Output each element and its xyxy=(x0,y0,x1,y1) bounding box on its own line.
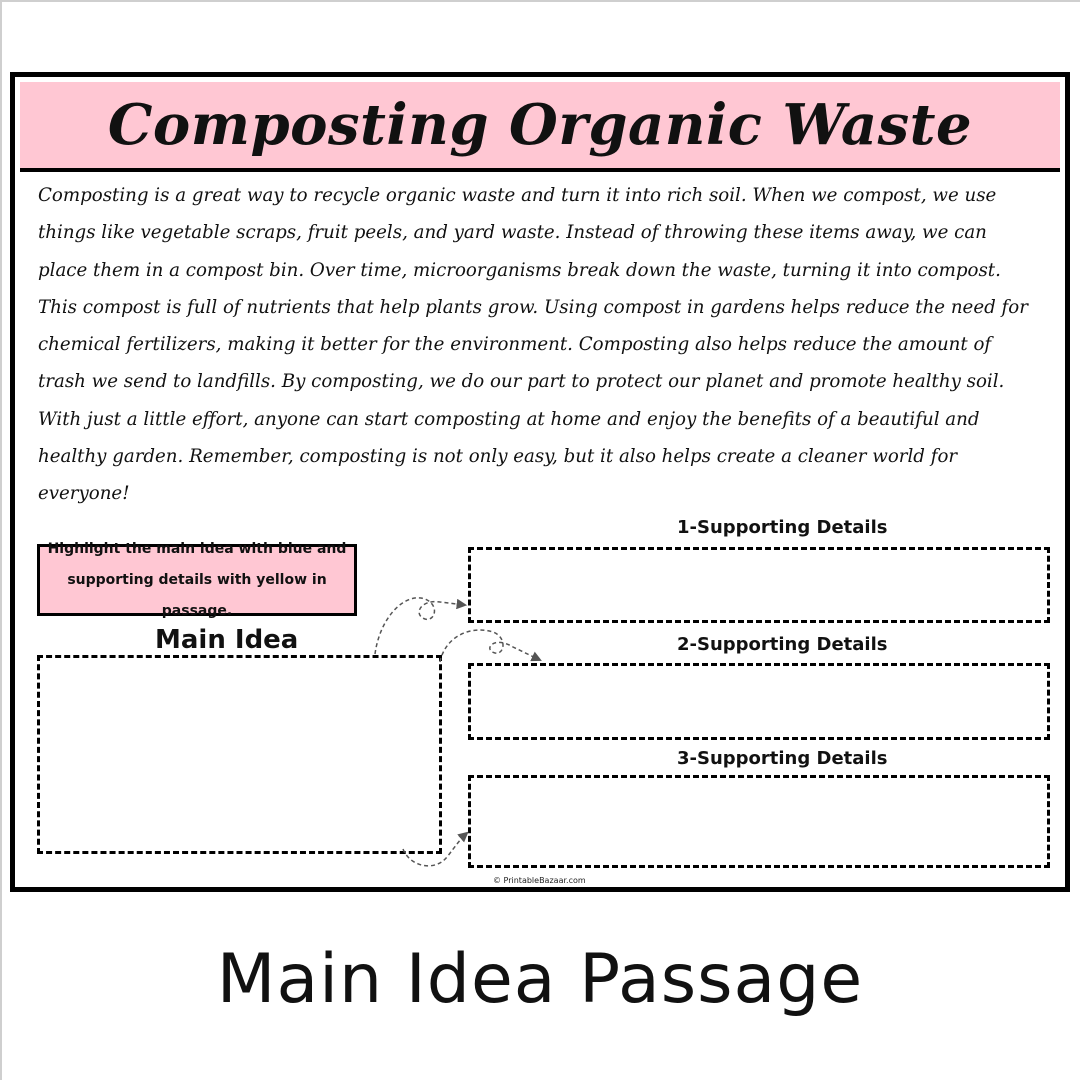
supporting-details-box-3[interactable] xyxy=(468,775,1050,868)
main-idea-box[interactable] xyxy=(37,655,442,854)
supporting-details-box-2[interactable] xyxy=(468,663,1050,740)
supporting-details-label-3: 3-Supporting Details xyxy=(677,748,888,769)
footer-caption: Main Idea Passage xyxy=(216,940,864,1019)
worksheet xyxy=(10,72,1070,892)
copyright-notice: © PrintableBazaar.com xyxy=(493,876,586,885)
supporting-details-label-2: 2-Supporting Details xyxy=(677,634,888,655)
image-border-top xyxy=(0,0,1080,2)
image-border-left xyxy=(0,0,2,1080)
supporting-details-box-1[interactable] xyxy=(468,547,1050,623)
title-banner xyxy=(20,82,1060,172)
instruction-box xyxy=(37,540,357,619)
supporting-details-label-1: 1-Supporting Details xyxy=(677,517,888,538)
arrow-to-details-1 xyxy=(375,598,465,654)
instruction-text: Highlight the main idea with blue and supporting details with yellow in passage. xyxy=(47,540,347,619)
worksheet-title: Composting Organic Waste xyxy=(107,92,973,158)
reading-passage: Composting is a great way to recycle organic waste and turn it into rich soil. When we compost, we use things like vegetable scraps, fruit peels, and yard waste. Instead of throwing these items away, we can place them in a compost bin. Over time, microorganisms break down the waste, turning it into compost. This compost is full of nutrients that help plants grow. Using compost in gardens helps reduce the need for chemical fertilizers, making it better for the environment. Composting also helps reduce the amount of trash we send to landfills. By composting, we do our part to protect our planet and promote healthy soil. With just a little effort, anyone can start composting at home and enjoy the benefits of a beautiful and healthy garden. Remember, composting is not only easy, but it also helps create a cleaner world for everyone! xyxy=(38,185,1028,505)
arrow-to-details-2 xyxy=(440,630,540,662)
main-idea-label: Main Idea xyxy=(155,625,299,655)
